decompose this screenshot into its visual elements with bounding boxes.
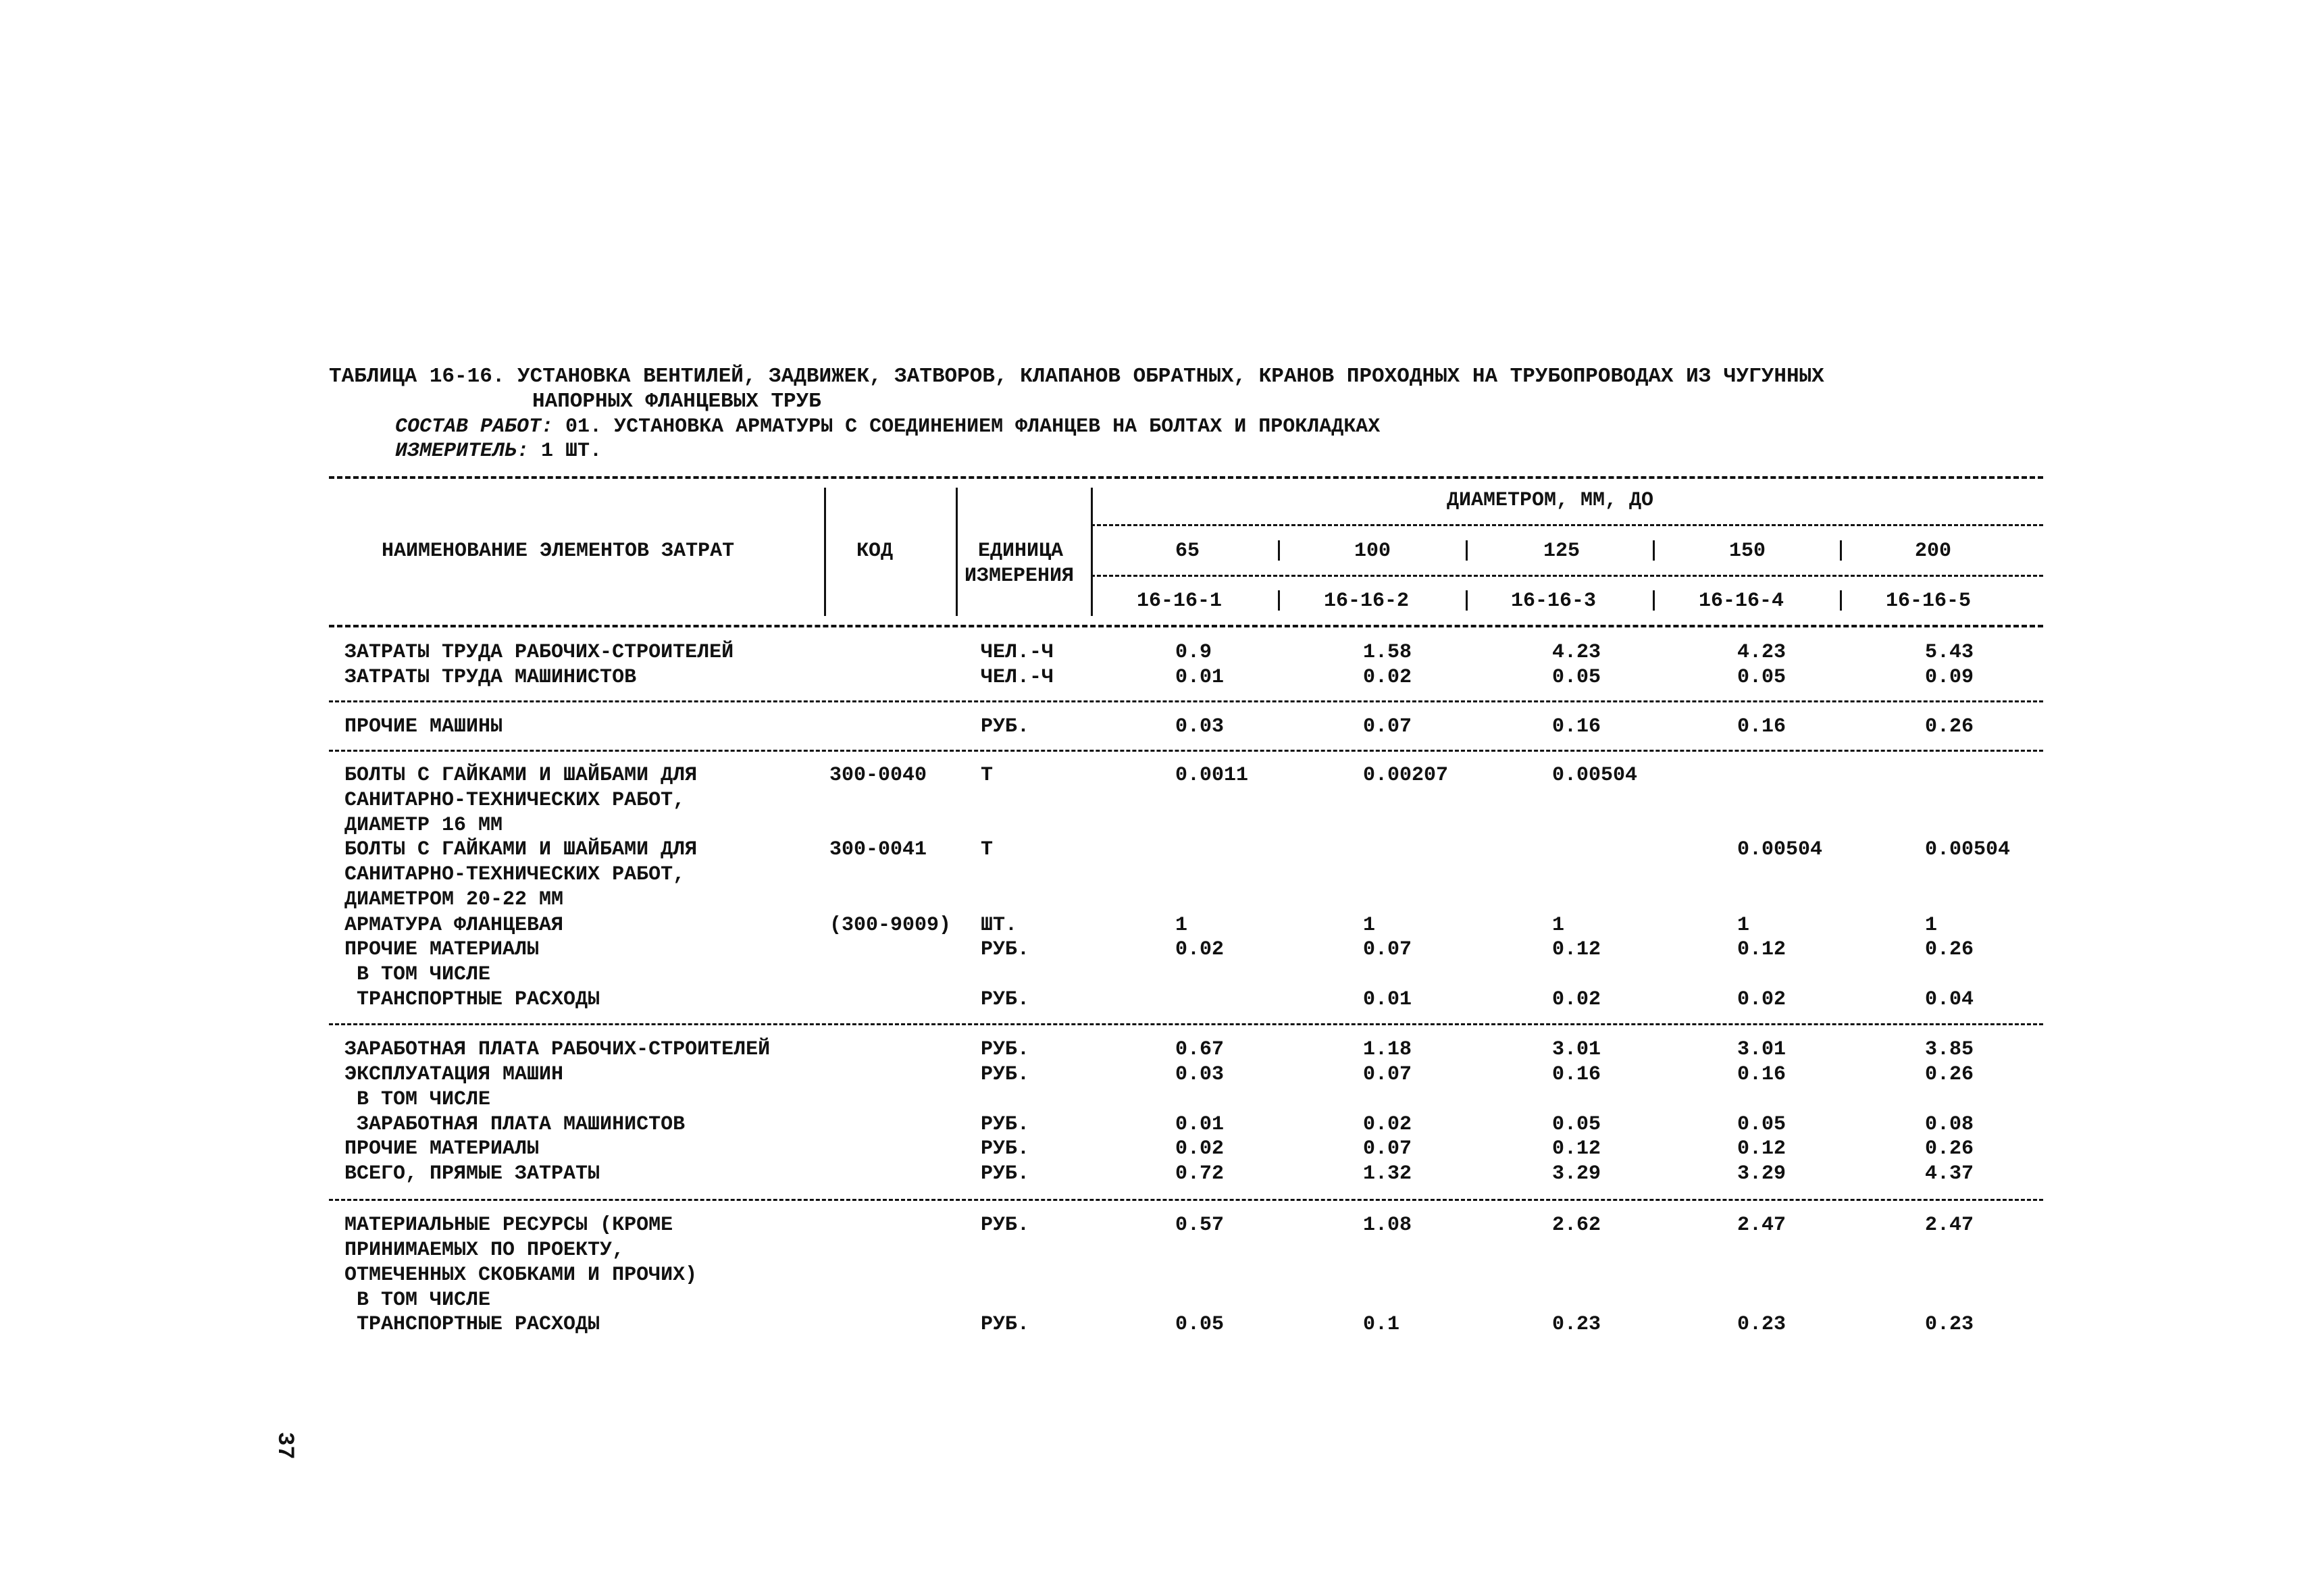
- row-unit: ЧЕЛ.-Ч: [981, 666, 1054, 689]
- measure-unit-text: 1 ШТ.: [529, 440, 602, 463]
- row-value: 0.02: [1363, 1113, 1412, 1136]
- row-value: 2.47: [1925, 1214, 1974, 1237]
- row-value: 0.00504: [1737, 838, 1823, 861]
- row-value: 0.04: [1925, 988, 1974, 1011]
- row-value: 0.02: [1175, 938, 1225, 961]
- row-value: 0.02: [1737, 988, 1786, 1011]
- row-value: 0.67: [1175, 1038, 1225, 1061]
- row-code: (300-9009): [829, 914, 952, 937]
- diam-100: 100: [1354, 540, 1391, 563]
- code-16-16-3: 16-16-3: [1511, 590, 1597, 613]
- header-sep-code: [956, 488, 958, 616]
- header-bottom-rule: [329, 625, 2043, 627]
- row-value: 0.00207: [1363, 764, 1449, 787]
- row-name: САНИТАРНО-ТЕХНИЧЕСКИХ РАБОТ,: [344, 863, 686, 886]
- row-value: 3.85: [1925, 1038, 1974, 1061]
- row-value: 0.05: [1737, 1113, 1786, 1136]
- row-name: БОЛТЫ С ГАЙКАМИ И ШАЙБАМИ ДЛЯ: [344, 764, 698, 787]
- row-value: 0.01: [1175, 1113, 1225, 1136]
- row-value: 3.29: [1552, 1162, 1601, 1185]
- row-name: ДИАМЕТР 16 ММ: [344, 814, 503, 837]
- row-name: ПРОЧИЕ МАТЕРИАЛЫ: [344, 1137, 540, 1160]
- row-value: 1: [1363, 914, 1376, 937]
- row-value: 0.26: [1925, 938, 1974, 961]
- row-unit: Т: [981, 838, 994, 861]
- row-value: 0.26: [1925, 1063, 1974, 1086]
- row-value: 0.05: [1175, 1313, 1225, 1336]
- row-value: 0.23: [1925, 1313, 1974, 1336]
- row-value: 2.47: [1737, 1214, 1786, 1237]
- col-header-diameter: ДИАМЕТРОМ, ММ, ДО: [1447, 489, 1654, 512]
- row-value: 1: [1925, 914, 1938, 937]
- row-value: 0.12: [1737, 1137, 1786, 1160]
- row-unit: РУБ.: [981, 1038, 1030, 1061]
- row-value: 0.05: [1552, 666, 1601, 689]
- section-rule-4: [329, 1199, 2043, 1201]
- col-header-name: НАИМЕНОВАНИЕ ЭЛЕМЕНТОВ ЗАТРАТ: [382, 540, 735, 563]
- row-name: В ТОМ ЧИСЛЕ: [344, 1088, 491, 1111]
- measure-unit: [395, 439, 602, 463]
- page-number: 37: [272, 1432, 297, 1460]
- diam-sep-2: [1466, 540, 1468, 561]
- section-rule-1: [329, 700, 2043, 702]
- row-value: 0.12: [1737, 938, 1786, 961]
- row-name: ДИАМЕТРОМ 20-22 ММ: [344, 888, 564, 911]
- row-unit: ЧЕЛ.-Ч: [981, 641, 1054, 664]
- row-value: 0.9: [1175, 641, 1212, 664]
- row-value: 0.07: [1363, 938, 1412, 961]
- row-unit: РУБ.: [981, 1313, 1030, 1336]
- row-value: 1.18: [1363, 1038, 1412, 1061]
- row-unit: РУБ.: [981, 938, 1030, 961]
- row-name: АРМАТУРА ФЛАНЦЕВАЯ: [344, 914, 564, 937]
- row-value: 0.05: [1552, 1113, 1601, 1136]
- row-name: ТРАНСПОРТНЫЕ РАСХОДЫ: [344, 1313, 600, 1336]
- row-value: 4.37: [1925, 1162, 1974, 1185]
- row-value: 0.57: [1175, 1214, 1225, 1237]
- row-value: 3.29: [1737, 1162, 1786, 1185]
- code-sep-4: [1840, 590, 1842, 611]
- row-name: ЗАТРАТЫ ТРУДА МАШИНИСТОВ: [344, 666, 637, 689]
- work-composition-label: СОСТАВ РАБОТ:: [395, 415, 554, 438]
- row-name: МАТЕРИАЛЬНЫЕ РЕСУРСЫ (КРОМЕ: [344, 1214, 673, 1237]
- col-header-code: КОД: [856, 540, 894, 563]
- header-code-rule: [1091, 575, 2043, 577]
- diam-200: 200: [1915, 540, 1952, 563]
- row-value: 0.00504: [1925, 838, 2011, 861]
- row-value: 0.02: [1552, 988, 1601, 1011]
- diam-65: 65: [1175, 540, 1200, 563]
- row-value: 3.01: [1737, 1038, 1786, 1061]
- code-sep-1: [1278, 590, 1280, 611]
- table-top-rule: [329, 476, 2043, 479]
- row-value: 0.16: [1552, 1063, 1601, 1086]
- row-name: САНИТАРНО-ТЕХНИЧЕСКИХ РАБОТ,: [344, 789, 686, 812]
- row-value: 0.03: [1175, 1063, 1225, 1086]
- row-value: 2.62: [1552, 1214, 1601, 1237]
- row-value: 0.12: [1552, 938, 1601, 961]
- row-value: 0.05: [1737, 666, 1786, 689]
- header-sep-unit: [1091, 488, 1093, 616]
- row-name: БОЛТЫ С ГАЙКАМИ И ШАЙБАМИ ДЛЯ: [344, 838, 698, 861]
- row-value: 0.03: [1175, 715, 1225, 738]
- row-value: 0.16: [1737, 1063, 1786, 1086]
- row-value: 0.26: [1925, 1137, 1974, 1160]
- row-value: 0.16: [1552, 715, 1601, 738]
- row-value: 0.02: [1175, 1137, 1225, 1160]
- diam-sep-4: [1840, 540, 1842, 561]
- row-value: 0.02: [1363, 666, 1412, 689]
- row-name: ПРИНИМАЕМЫХ ПО ПРОЕКТУ,: [344, 1239, 625, 1262]
- table-title-line1: ТАБЛИЦА 16-16. УСТАНОВКА ВЕНТИЛЕЙ, ЗАДВИЖЕК, ЗАТВОРОВ, КЛАПАНОВ ОБРАТНЫХ, КРАНОВ ПРОХОДНЫХ НА ТРУБОПРОВОДАХ ИЗ ЧУГУННЫХ: [329, 365, 1824, 388]
- row-value: 0.23: [1737, 1313, 1786, 1336]
- row-value: 0.23: [1552, 1313, 1601, 1336]
- row-unit: РУБ.: [981, 1113, 1030, 1136]
- row-value: 0.01: [1175, 666, 1225, 689]
- row-value: 5.43: [1925, 641, 1974, 664]
- row-value: 0.12: [1552, 1137, 1601, 1160]
- section-rule-2: [329, 750, 2043, 752]
- code-16-16-4: 16-16-4: [1699, 590, 1784, 613]
- row-value: 0.0011: [1175, 764, 1249, 787]
- row-value: 0.26: [1925, 715, 1974, 738]
- row-value: 0.01: [1363, 988, 1412, 1011]
- row-value: 0.08: [1925, 1113, 1974, 1136]
- work-composition-text: 01. УСТАНОВКА АРМАТУРЫ С СОЕДИНЕНИЕМ ФЛАНЦЕВ НА БОЛТАХ И ПРОКЛАДКАХ: [553, 415, 1381, 438]
- row-name: ВСЕГО, ПРЯМЫЕ ЗАТРАТЫ: [344, 1162, 600, 1185]
- code-sep-2: [1466, 590, 1468, 611]
- row-name: ЗАРАБОТНАЯ ПЛАТА РАБОЧИХ-СТРОИТЕЛЕЙ: [344, 1038, 771, 1061]
- work-composition: [395, 415, 1380, 439]
- diam-150: 150: [1729, 540, 1766, 563]
- row-value: 0.16: [1737, 715, 1786, 738]
- row-value: 1.08: [1363, 1214, 1412, 1237]
- row-name: ЭКСПЛУАТАЦИЯ МАШИН: [344, 1063, 564, 1086]
- diam-125: 125: [1543, 540, 1580, 563]
- row-name: ОТМЕЧЕННЫХ СКОБКАМИ И ПРОЧИХ): [344, 1264, 698, 1287]
- row-code: 300-0040: [829, 764, 927, 787]
- row-value: 0.00504: [1552, 764, 1638, 787]
- table-title-line2: НАПОРНЫХ ФЛАНЦЕВЫХ ТРУБ: [532, 390, 821, 413]
- code-sep-3: [1653, 590, 1655, 611]
- row-code: 300-0041: [829, 838, 927, 861]
- row-value: 0.09: [1925, 666, 1974, 689]
- row-unit: РУБ.: [981, 1063, 1030, 1086]
- row-name: В ТОМ ЧИСЛЕ: [344, 1289, 491, 1312]
- row-value: 4.23: [1552, 641, 1601, 664]
- row-unit: РУБ.: [981, 1137, 1030, 1160]
- diam-sep-3: [1653, 540, 1655, 561]
- row-name: ТРАНСПОРТНЫЕ РАСХОДЫ: [344, 988, 600, 1011]
- col-header-unit-line1: ЕДИНИЦА: [978, 540, 1064, 563]
- code-16-16-2: 16-16-2: [1324, 590, 1410, 613]
- code-16-16-5: 16-16-5: [1886, 590, 1972, 613]
- row-name: ПРОЧИЕ МАШИНЫ: [344, 715, 503, 738]
- row-unit: РУБ.: [981, 1162, 1030, 1185]
- row-value: 3.01: [1552, 1038, 1601, 1061]
- col-header-unit-line2: ИЗМЕРЕНИЯ: [965, 565, 1075, 588]
- row-value: 0.07: [1363, 715, 1412, 738]
- row-unit: ШТ.: [981, 914, 1018, 937]
- row-unit: РУБ.: [981, 715, 1030, 738]
- row-value: 1: [1175, 914, 1188, 937]
- row-value: 1.32: [1363, 1162, 1412, 1185]
- header-sep-name: [824, 488, 826, 616]
- row-name: ЗАРАБОТНАЯ ПЛАТА МАШИНИСТОВ: [344, 1113, 686, 1136]
- row-value: 1.58: [1363, 641, 1412, 664]
- row-unit: Т: [981, 764, 994, 787]
- row-value: 0.72: [1175, 1162, 1225, 1185]
- section-rule-3: [329, 1023, 2043, 1025]
- diam-sep-1: [1278, 540, 1280, 561]
- code-16-16-1: 16-16-1: [1137, 590, 1223, 613]
- row-value: 0.07: [1363, 1137, 1412, 1160]
- measure-unit-label: ИЗМЕРИТЕЛЬ:: [395, 440, 530, 463]
- row-unit: РУБ.: [981, 1214, 1030, 1237]
- row-name: ПРОЧИЕ МАТЕРИАЛЫ: [344, 938, 540, 961]
- row-value: 1: [1552, 914, 1565, 937]
- row-name: В ТОМ ЧИСЛЕ: [344, 963, 491, 986]
- row-unit: РУБ.: [981, 988, 1030, 1011]
- row-value: 0.07: [1363, 1063, 1412, 1086]
- row-value: 1: [1737, 914, 1750, 937]
- row-name: ЗАТРАТЫ ТРУДА РАБОЧИХ-СТРОИТЕЛЕЙ: [344, 641, 734, 664]
- row-value: 4.23: [1737, 641, 1786, 664]
- row-value: 0.1: [1363, 1313, 1400, 1336]
- header-diam-rule: [1091, 524, 2043, 526]
